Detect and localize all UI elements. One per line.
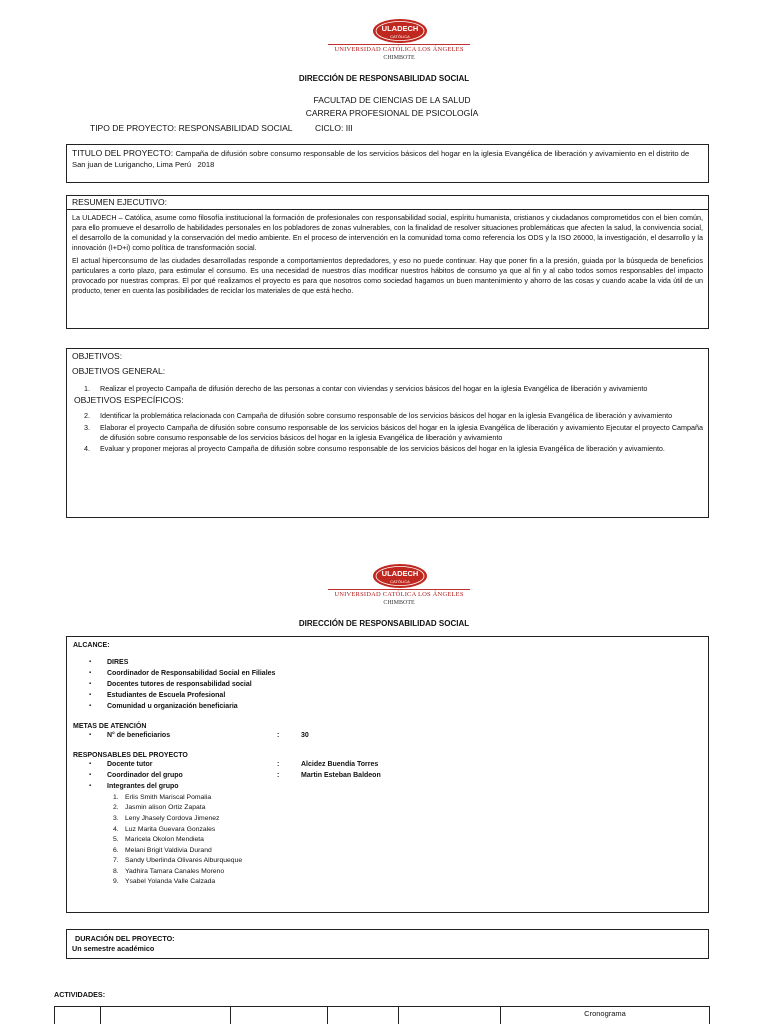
table-cell — [231, 1007, 328, 1024]
table-cell — [55, 1007, 101, 1024]
member-item — [113, 846, 702, 857]
logo-university: UNIVERSIDAD CATÓLICA LOS ÁNGELES — [334, 591, 464, 598]
uladech-badge — [372, 18, 428, 44]
uladech-badge — [372, 563, 428, 589]
duration-label: DURACIÓN DEL PROYECTO: — [75, 934, 175, 943]
member-name: Luz Marita Guevara Gonzales — [125, 825, 216, 833]
member-item — [113, 803, 702, 814]
member-item — [113, 877, 702, 888]
list-item: ▪ Estudiantes de Escuela Profesional — [89, 691, 226, 699]
member-item — [113, 814, 702, 825]
members-row: ▪ Integrantes del grupo — [89, 783, 179, 791]
general-objective-label: OBJETIVOS GENERAL: — [72, 366, 166, 377]
member-name: Erlis Smith Mariscal Pomalia — [125, 793, 212, 801]
table-cell — [399, 1007, 501, 1024]
member-name: Sandy Uberlinda Olivares Alburqueque — [125, 857, 243, 865]
scope-label: ALCANCE: — [73, 642, 110, 649]
project-title-label: TITULO DEL PROYECTO: — [72, 148, 174, 158]
member-number: 4. — [113, 825, 119, 833]
summary-paragraph-2: El actual hiperconsumo de las ciudades desarrolladas responde a comportamientos depredadores, y eso no puede continuar. Hay que poner fin a la presión, guiada por la búsqueda de beneficios particulares a corto plazo, para estimular el consumo. Es una necesidad de nuestros días modificar nuestros hábitos de consumo ya que al fin y al cabo todos somos responsables del impacto provocado por nuestras compras. El por qué realizamos el proyecto es para que nosotros como sociedad hagamos un buen mantenimiento y ahorro de las cosas y cuando acabe la vida útil de un producto, tener en cuenta las posibilidades de reciclar los materiales de que está hecho. — [72, 256, 703, 295]
beneficiaries-row: ▪ N° de beneficiarios : 30 — [89, 732, 309, 740]
objective-item: 2. Identificar la problemática relacionada con Campaña de difusión sobre consumo responsable de los servicios básicos del hogar en la iglesia Evangélica de liberación y avivamiento — [84, 411, 673, 421]
scope-box — [66, 636, 709, 913]
coordinator-row: ▪ Coordinador del grupo : Martin Esteban Baldeon — [89, 772, 381, 780]
objectives-box — [66, 348, 709, 518]
member-name: Jasmin alison Ortiz Zapata — [125, 804, 206, 812]
objective-item: 4. Evaluar y proponer mejoras al proyecto Campaña de difusión sobre consumo responsable de los servicios básicos del hogar en la iglesia Evangélica de liberación y avivamiento. — [84, 444, 665, 454]
member-name: Leny Jhasely Cordova Jimenez — [125, 814, 220, 822]
schedule-header: Cronograma — [584, 1009, 626, 1018]
objectives-label: OBJETIVOS: — [72, 351, 123, 361]
member-item — [113, 825, 702, 836]
project-cycle: CICLO: III — [315, 123, 353, 133]
logo-city: CHIMBOTE — [383, 600, 415, 606]
member-item — [113, 856, 702, 867]
activities-label: ACTIVIDADES: — [54, 990, 106, 999]
member-name: Maricela Okolon Mendieta — [125, 836, 204, 844]
list-item: ▪ Comunidad u organización beneficiaria — [89, 702, 238, 710]
svg-text:CATÓLICA: CATÓLICA — [390, 579, 410, 584]
svg-text:ULADECH: ULADECH — [381, 569, 419, 578]
project-type: TIPO DE PROYECTO: RESPONSABILIDAD SOCIAL — [90, 123, 293, 133]
members-list — [73, 793, 702, 888]
logo-rule — [328, 589, 470, 590]
member-item — [113, 867, 702, 878]
list-item: ▪ Coordinador de Responsabilidad Social en Filiales — [89, 670, 276, 678]
logo-university: UNIVERSIDAD CATÓLICA LOS ÁNGELES — [334, 46, 464, 53]
member-number: 6. — [113, 846, 119, 854]
uladech-logo — [328, 18, 470, 68]
duration-value: Un semestre académico — [72, 943, 155, 953]
table-cell — [101, 1007, 231, 1024]
project-title-text: Campaña de difusión sobre consumo responsable de los servicios básicos del hogar en la iglesia Evangélica de liberación y avivamiento en el distrito de San juan de Lurigancho, Lima Perú — [72, 149, 690, 170]
responsibles-label: RESPONSABLES DEL PROYECTO — [73, 751, 188, 759]
direction-title: DIRECCIÓN DE RESPONSABILIDAD SOCIAL — [298, 619, 470, 628]
specific-objectives-label: OBJETIVOS ESPECÍFICOS: — [74, 394, 184, 405]
member-name: Yadhira Tamara Canales Moreno — [125, 867, 225, 875]
member-item — [113, 835, 702, 846]
career-title: CARRERA PROFESIONAL DE PSICOLOGÍA — [305, 108, 479, 118]
executive-summary-box — [66, 195, 709, 329]
list-item: ▪ Docentes tutores de responsabilidad social — [89, 681, 252, 689]
member-number: 8. — [113, 867, 119, 875]
tutor-row: ▪ Docente tutor : Alcidez Buendía Torres — [89, 761, 379, 769]
member-number: 1. — [113, 793, 119, 801]
member-name: Ysabel Yolanda Valle Calzada — [125, 878, 216, 886]
uladech-logo — [328, 563, 470, 613]
member-number: 5. — [113, 836, 119, 844]
objective-item: 1. Realizar el proyecto Campaña de difusión derecho de las personas a contar con viviendas y servicios básicos del hogar en la iglesia Evangélica de liberación y avivamiento — [84, 383, 648, 393]
project-title-year: 2018 — [197, 160, 215, 170]
objective-item: 3. Elaborar el proyecto Campaña de difusión sobre consumo responsable de los servicios básicos del hogar en la iglesia Evangélica de liberación y avivamiento Ejecutar el proyecto Campaña de difusión sobre consumo responsable de los servicios básicos del hogar en la iglesia Evangélica de liberación y avivamiento — [84, 422, 703, 442]
project-title-box — [66, 144, 709, 183]
direction-title: DIRECCIÓN DE RESPONSABILIDAD SOCIAL — [298, 74, 470, 83]
svg-text:ULADECH: ULADECH — [381, 24, 419, 33]
logo-city: CHIMBOTE — [383, 55, 415, 61]
logo-rule — [328, 44, 470, 45]
table-cell — [328, 1007, 399, 1024]
duration-box — [66, 929, 709, 959]
executive-summary-label: RESUMEN EJECUTIVO: — [67, 196, 708, 210]
member-number: 3. — [113, 814, 119, 822]
svg-text:CATÓLICA: CATÓLICA — [390, 34, 410, 39]
list-item: ▪ DIRES — [89, 659, 129, 667]
summary-paragraph-1: La ULADECH – Católica, asume como filosofía institucional la formación de profesionales con responsabilidad social, espíritu humanista, cristianos y ciudadanos comprometidos con el bien común, para ello promueve el desarrollo de habilidades personales en los pobladores de zonas vulnerables, con la finalidad de resolver situaciones problemáticas que afecten la salud, la convivencia social, el desarrollo de la comunidad y la conservación del medio ambiente. En el proceso de intervención en la comunidad toma como referencia los ODS y la ISO 26000, la investigación, el desarrollo y la innovación (I+D+i) como política de transformación social. — [72, 213, 703, 252]
faculty-title: FACULTAD DE CIENCIAS DE LA SALUD — [313, 95, 471, 105]
goals-label: METAS DE ATENCIÓN — [73, 722, 147, 730]
member-name: Melani Brigit Valdivia Durand — [125, 846, 212, 854]
member-number: 7. — [113, 857, 119, 865]
member-number: 2. — [113, 804, 119, 812]
member-number: 9. — [113, 878, 119, 886]
member-item — [113, 793, 702, 804]
